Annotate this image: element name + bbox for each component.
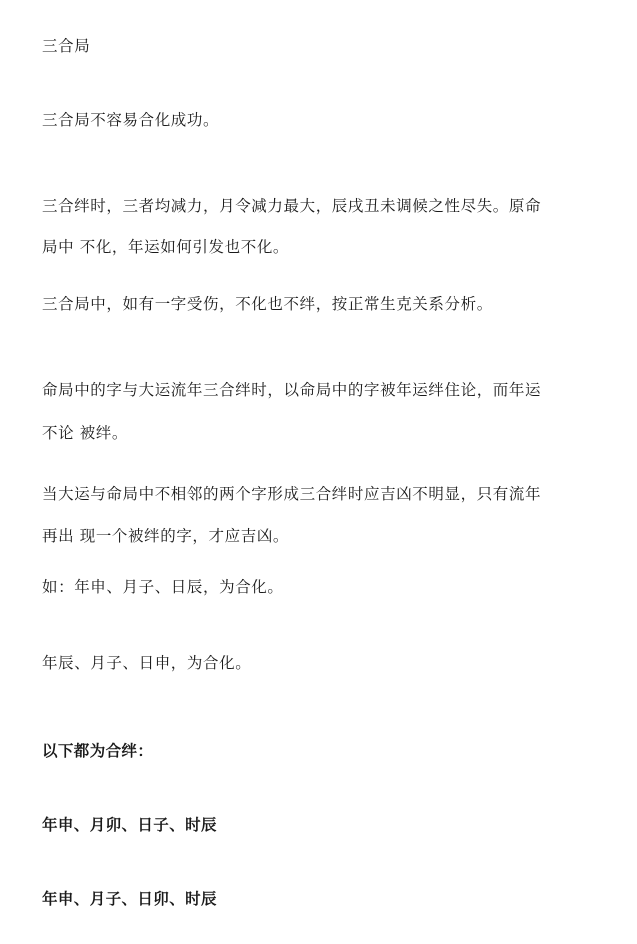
bold-line-2: 年申、月子、日卯、时辰 <box>42 890 217 908</box>
paragraph-5-line-2: 再出 现一个被绊的字，才应吉凶。 <box>42 527 290 545</box>
example-line-1: 如：年申、月子、日辰，为合化。 <box>42 578 284 596</box>
paragraph-2-line-1: 三合绊时，三者均减力，月令减力最大，辰戌丑未调候之性尽失。原命 <box>42 197 542 215</box>
paragraph-1: 三合局不容易合化成功。 <box>42 111 220 129</box>
example-line-2: 年辰、月子、日申，为合化。 <box>42 654 252 672</box>
paragraph-3: 三合局中，如有一字受伤，不化也不绊，按正常生克关系分析。 <box>42 295 493 313</box>
document-title: 三合局 <box>42 37 91 55</box>
paragraph-2-line-2: 局中 不化，年运如何引发也不化。 <box>42 238 290 256</box>
bold-line-1: 年申、月卯、日子、时辰 <box>42 816 217 834</box>
paragraph-4-line-1: 命局中的字与大运流年三合绊时，以命局中的字被年运绊住论，而年运 <box>42 381 542 399</box>
paragraph-4-line-2: 不论 被绊。 <box>42 424 129 442</box>
bold-heading: 以下都为合绊： <box>42 742 154 760</box>
paragraph-5-line-1: 当大运与命局中不相邻的两个字形成三合绊时应吉凶不明显，只有流年 <box>42 485 542 503</box>
